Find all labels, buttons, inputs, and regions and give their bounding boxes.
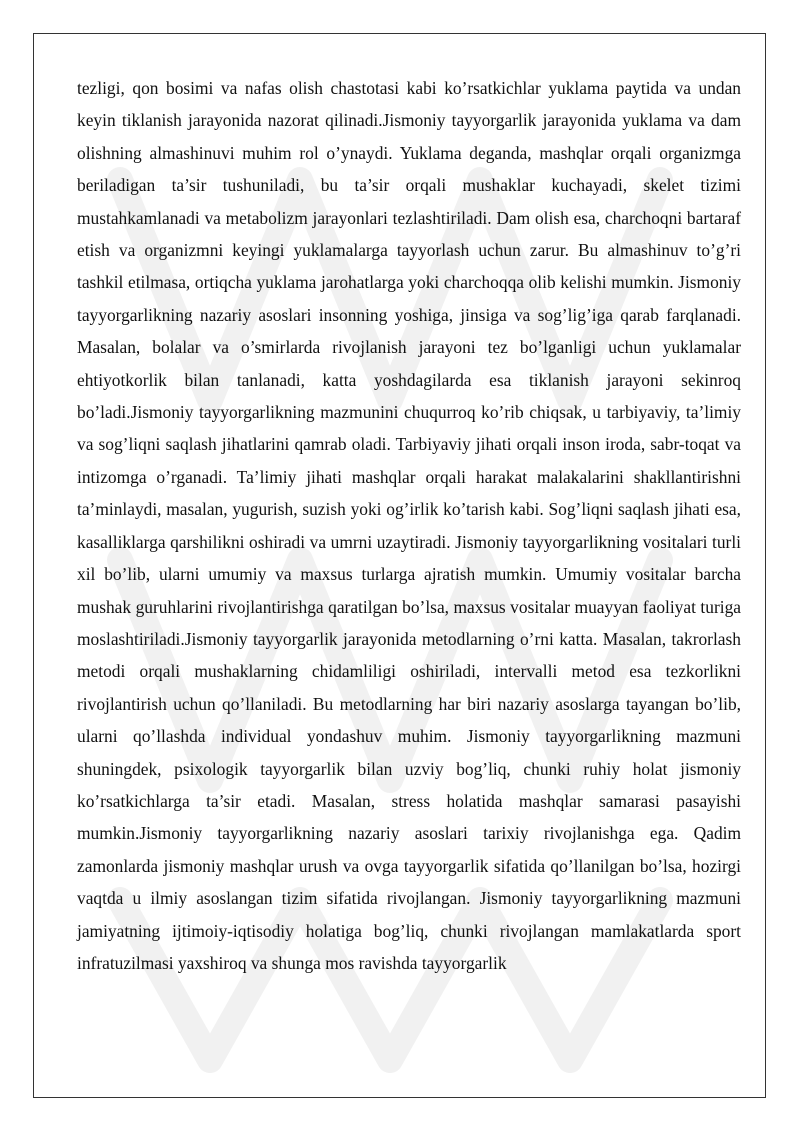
body-paragraph: tezligi, qon bosimi va nafas olish chastotasi kabi ko’rsatkichlar yuklama paytida va undan keyin tiklanish jarayonida nazorat qilinadi.Jismoniy tayyorgarlik jarayonida yuklama va dam olishning almashinuvi muhim rol o’ynaydi. Yuklama deganda, mashqlar orqali organizmga beriladigan ta’sir tushuniladi, bu ta’sir orqali mushaklar kuchayadi, skelet tizimi mustahkamlanadi va metabolizm jarayonlari tezlashtiriladi. Dam olish esa, charchoqni bartaraf etish va organizmni keyingi yuklamalarga tayyorlash uchun zarur. Bu almashinuv to’g’ri tashkil etilmasa, ortiqcha yuklama jarohatlarga yoki charchoqqa olib kelishi mumkin. Jismoniy tayyorgarlikning nazariy asoslari insonning yoshiga, jinsiga va sog’lig’iga qarab farqlanadi. Masalan, bolalar va o’smirlarda rivojlanish jarayoni tez bo’lganligi uchun yuklamalar ehtiyotkorlik bilan tanlanadi, katta yoshdagilarda esa tiklanish jarayoni sekinroq bo’ladi.Jismoniy tayyorgarlikning mazmunini chuqurroq ko’rib chiqsak, u tarbiyaviy, ta’limiy va sog’liqni saqlash jihatlarini qamrab oladi. Tarbiyaviy jihati orqali inson iroda, sabr-toqat va intizomga o’rganadi. Ta’limiy jihati mashqlar orqali harakat malakalarini shakllantirishni ta’minlaydi, masalan, yugurish, suzish yoki og’irlik ko’tarish kabi. Sog’liqni saqlash jihati esa, kasalliklarga qarshilikni oshiradi va umrni uzaytiradi. Jismoniy tayyorgarlikning vositalari turli xil bo’lib, ularni umumiy va maxsus turlarga ajratish mumkin. Umumiy vositalar barcha mushak guruhlarini rivojlantirishga qaratilgan bo’lsa, maxsus vositalar muayyan faoliyat turiga moslashtiriladi.Jismoniy tayyorgarlik jarayonida metodlarning o’rni katta. Masalan, takrorlash metodi orqali mushaklarning chidamliligi oshiriladi, intervalli metod esa tezkorlikni rivojlantirish uchun qo’llaniladi. Bu metodlarning har biri nazariy asoslarga tayangan bo’lib, ularni qo’llashda individual yondashuv muhim. Jismoniy tayyorgarlikning mazmuni shuningdek, psixologik tayyorgarlik bilan uzviy bog’liq, chunki ruhiy holat jismoniy ko’rsatkichlarga ta’sir etadi. Masalan, stress holatida mashqlar samarasi pasayishi mumkin.Jismoniy tayyorgarlikning nazariy asoslari tarixiy rivojlanishga ega. Qadim zamonlarda jismoniy mashqlar urush va ovga tayyorgarlik sifatida qo’llanilgan bo’lsa, hozirgi vaqtda u ilmiy asoslangan tizim sifatida rivojlangan. Jismoniy tayyorgarlikning mazmuni jamiyatning ijtimoiy-iqtisodiy holatiga bog’liq, chunki rivojlangan mamlakatlarda sport infratuzilmasi yaxshiroq va shunga mos ravishda tayyorgarlik [77, 78, 741, 973]
